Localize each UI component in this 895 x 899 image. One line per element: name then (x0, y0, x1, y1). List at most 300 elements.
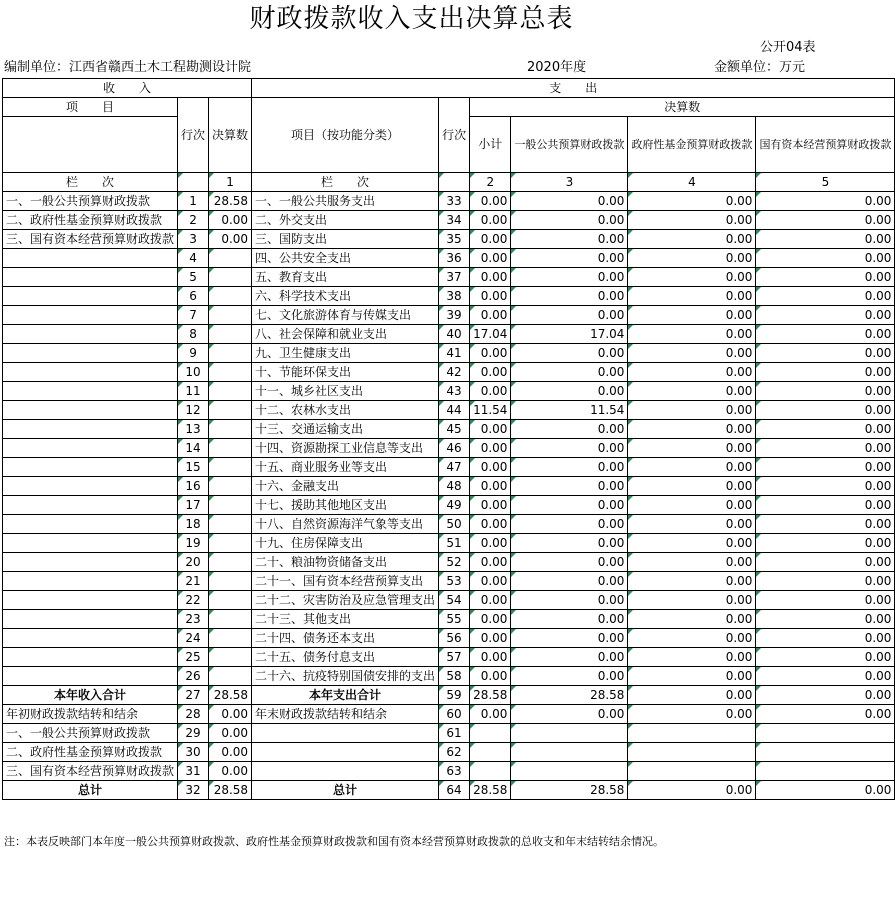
income-item (3, 629, 178, 648)
expense-gov-fund: 0.00 (628, 287, 756, 306)
expense-state-capital: 0.00 (756, 515, 895, 534)
income-row-no: 23 (178, 610, 209, 629)
expense-gov-fund: 0.00 (628, 211, 756, 230)
col-label-right: 栏 次 (252, 173, 439, 192)
expense-state-capital: 0.00 (756, 211, 895, 230)
income-item (3, 610, 178, 629)
expense-general: 0.00 (511, 648, 628, 667)
income-amount (209, 420, 252, 439)
expense-row-no: 50 (439, 515, 470, 534)
income-amount (209, 325, 252, 344)
expense-general: 0.00 (511, 534, 628, 553)
expense-gov-fund: 0.00 (628, 230, 756, 249)
balance-state-capital-rn: 63 (439, 762, 470, 781)
table-row (3, 420, 895, 439)
begin-balance-no: 28 (178, 705, 209, 724)
blank-cell (252, 762, 439, 781)
expense-item: 十八、自然资源海洋气象等支出 (252, 515, 439, 534)
grand-total-amt-left: 28.58 (209, 781, 252, 800)
income-item (3, 401, 178, 420)
table-row (3, 553, 895, 572)
blank-cell (756, 724, 895, 743)
expense-general: 0.00 (511, 420, 628, 439)
income-item (3, 382, 178, 401)
expense-state-capital: 0.00 (756, 344, 895, 363)
table-row (3, 306, 895, 325)
expense-general: 17.04 (511, 325, 628, 344)
expense-row-no: 48 (439, 477, 470, 496)
grand-total-v0: 28.58 (470, 781, 511, 800)
grand-total-v2: 0.00 (628, 781, 756, 800)
income-amount (209, 249, 252, 268)
income-amount (209, 515, 252, 534)
table-row (3, 629, 895, 648)
income-amount (209, 534, 252, 553)
income-item (3, 325, 178, 344)
expense-item: 七、文化旅游体育与传媒支出 (252, 306, 439, 325)
fiscal-year: 2020年度 (527, 60, 587, 75)
blank-cell (470, 762, 511, 781)
expense-row-no: 57 (439, 648, 470, 667)
expense-subtotal: 0.00 (470, 591, 511, 610)
balance-general-rn: 61 (439, 724, 470, 743)
expense-subtotal: 0.00 (470, 610, 511, 629)
expense-subtotal: 0.00 (470, 230, 511, 249)
expense-gov-fund: 0.00 (628, 553, 756, 572)
expense-subtotal: 0.00 (470, 287, 511, 306)
expense-row-no: 49 (439, 496, 470, 515)
table-row (3, 230, 895, 249)
balance-state-capital-amt: 0.00 (209, 762, 252, 781)
table-row (3, 572, 895, 591)
expense-state-capital: 0.00 (756, 192, 895, 211)
income-item (3, 496, 178, 515)
balance-gov-fund-label: 二、政府性基金预算财政拨款 (3, 743, 178, 762)
item-header: 项 目 (3, 98, 178, 117)
grand-total-v1: 28.58 (511, 781, 628, 800)
income-total-no: 27 (178, 686, 209, 705)
expense-header: 支 出 (252, 79, 895, 98)
col-label-blank (178, 173, 209, 192)
expense-total-label: 本年支出合计 (252, 686, 439, 705)
income-row-no: 13 (178, 420, 209, 439)
income-row-no: 10 (178, 363, 209, 382)
item-header-blank (3, 117, 178, 173)
expense-item: 二十六、抗疫特别国债安排的支出 (252, 667, 439, 686)
col-5: 5 (756, 173, 895, 192)
grand-total-no-left: 32 (178, 781, 209, 800)
income-item (3, 477, 178, 496)
expense-state-capital: 0.00 (756, 477, 895, 496)
expense-state-capital: 0.00 (756, 382, 895, 401)
expense-subtotal: 0.00 (470, 268, 511, 287)
expense-general: 0.00 (511, 287, 628, 306)
income-header: 收 入 (3, 79, 252, 98)
expense-row-no: 43 (439, 382, 470, 401)
expense-state-capital: 0.00 (756, 458, 895, 477)
income-item (3, 591, 178, 610)
income-row-no: 9 (178, 344, 209, 363)
subtotal-header: 小计 (470, 117, 511, 173)
income-item: 一、一般公共预算财政拨款 (3, 192, 178, 211)
expense-state-capital: 0.00 (756, 325, 895, 344)
income-amount (209, 268, 252, 287)
expense-state-capital: 0.00 (756, 439, 895, 458)
table-row (3, 648, 895, 667)
income-amount (209, 287, 252, 306)
balance-gov-fund-amt: 0.00 (209, 743, 252, 762)
begin-balance-amt: 0.00 (209, 705, 252, 724)
expense-subtotal: 0.00 (470, 192, 511, 211)
expense-general: 0.00 (511, 496, 628, 515)
end-balance-v0: 0.00 (470, 705, 511, 724)
income-total-label: 本年收入合计 (3, 686, 178, 705)
income-row-no: 3 (178, 230, 209, 249)
expense-general: 11.54 (511, 401, 628, 420)
expense-row-no: 44 (439, 401, 470, 420)
expense-row-no: 52 (439, 553, 470, 572)
income-amount (209, 572, 252, 591)
form-code: 公开04表 (760, 40, 816, 55)
table-row (3, 363, 895, 382)
end-balance-v1: 0.00 (511, 705, 628, 724)
expense-gov-fund: 0.00 (628, 515, 756, 534)
expense-item: 六、科学技术支出 (252, 287, 439, 306)
income-total-amt: 28.58 (209, 686, 252, 705)
expense-gov-fund: 0.00 (628, 534, 756, 553)
expense-subtotal: 0.00 (470, 344, 511, 363)
income-row-no: 7 (178, 306, 209, 325)
expense-general: 0.00 (511, 610, 628, 629)
income-item (3, 363, 178, 382)
income-row-no: 1 (178, 192, 209, 211)
income-row-no: 17 (178, 496, 209, 515)
table-row (3, 477, 895, 496)
expense-row-no: 35 (439, 230, 470, 249)
expense-total-v1: 28.58 (511, 686, 628, 705)
expense-subtotal: 0.00 (470, 420, 511, 439)
table-row (3, 325, 895, 344)
balance-general-label: 一、一般公共预算财政拨款 (3, 724, 178, 743)
expense-general: 0.00 (511, 268, 628, 287)
grand-total-no-right: 64 (439, 781, 470, 800)
expense-item: 十九、住房保障支出 (252, 534, 439, 553)
expense-gov-fund: 0.00 (628, 591, 756, 610)
blank-cell (511, 724, 628, 743)
income-amount (209, 667, 252, 686)
col-4: 4 (628, 173, 756, 192)
expense-subtotal: 17.04 (470, 325, 511, 344)
income-row-no: 6 (178, 287, 209, 306)
expense-general: 0.00 (511, 553, 628, 572)
income-item (3, 287, 178, 306)
expense-gov-fund: 0.00 (628, 344, 756, 363)
table-row (3, 610, 895, 629)
end-balance-v2: 0.00 (628, 705, 756, 724)
expense-gov-fund: 0.00 (628, 382, 756, 401)
expense-item: 二十五、债务付息支出 (252, 648, 439, 667)
table-row (3, 534, 895, 553)
expense-subtotal: 0.00 (470, 667, 511, 686)
table-row (3, 211, 895, 230)
table-row (3, 268, 895, 287)
income-row-no: 19 (178, 534, 209, 553)
income-item (3, 458, 178, 477)
expense-subtotal: 0.00 (470, 515, 511, 534)
expense-general: 0.00 (511, 344, 628, 363)
income-amount (209, 610, 252, 629)
footnote: 注：本表反映部门本年度一般公共预算财政拨款、政府性基金预算财政拨款和国有资本经营预算财政拨款的总收支和年末结转结余情况。 (4, 835, 664, 848)
expense-subtotal: 0.00 (470, 629, 511, 648)
expense-item: 二十四、债务还本支出 (252, 629, 439, 648)
expense-gov-fund: 0.00 (628, 572, 756, 591)
expense-gov-fund: 0.00 (628, 496, 756, 515)
expense-gov-fund: 0.00 (628, 629, 756, 648)
end-balance-label: 年末财政拨款结转和结余 (252, 705, 439, 724)
amount-unit: 金额单位：万元 (714, 60, 806, 75)
expense-general: 0.00 (511, 382, 628, 401)
expense-gov-fund: 0.00 (628, 192, 756, 211)
expense-state-capital: 0.00 (756, 306, 895, 325)
gov-fund-header: 政府性基金预算财政拨款 (628, 117, 756, 173)
expense-general: 0.00 (511, 667, 628, 686)
income-item (3, 534, 178, 553)
col-3: 3 (511, 173, 628, 192)
expense-item: 二十三、其他支出 (252, 610, 439, 629)
income-amount (209, 629, 252, 648)
income-row-no: 21 (178, 572, 209, 591)
expense-total-v0: 28.58 (470, 686, 511, 705)
table-row (3, 382, 895, 401)
blank-cell (756, 762, 895, 781)
balance-gov-fund-rn: 62 (439, 743, 470, 762)
expense-state-capital: 0.00 (756, 230, 895, 249)
income-amount (209, 553, 252, 572)
income-row-no: 16 (178, 477, 209, 496)
expense-item: 四、公共安全支出 (252, 249, 439, 268)
expense-total-v3: 0.00 (756, 686, 895, 705)
income-amount: 0.00 (209, 211, 252, 230)
blank-cell (252, 743, 439, 762)
expense-item: 十四、资源勘探工业信息等支出 (252, 439, 439, 458)
expense-general: 0.00 (511, 211, 628, 230)
expense-gov-fund: 0.00 (628, 420, 756, 439)
expense-gov-fund: 0.00 (628, 306, 756, 325)
income-amount (209, 306, 252, 325)
expense-row-no: 34 (439, 211, 470, 230)
col-label-left: 栏 次 (3, 173, 178, 192)
table-row (3, 667, 895, 686)
begin-balance-label: 年初财政拨款结转和结余 (3, 705, 178, 724)
expense-subtotal: 11.54 (470, 401, 511, 420)
expense-row-no: 54 (439, 591, 470, 610)
expense-subtotal: 0.00 (470, 249, 511, 268)
income-amount (209, 458, 252, 477)
expense-gov-fund: 0.00 (628, 363, 756, 382)
income-row-no: 26 (178, 667, 209, 686)
expense-item: 十五、商业服务业等支出 (252, 458, 439, 477)
row-no-header: 行次 (178, 98, 209, 173)
final-amount-header: 决算数 (470, 98, 895, 117)
expense-subtotal: 0.00 (470, 306, 511, 325)
col-2: 2 (470, 173, 511, 192)
expense-row-no: 37 (439, 268, 470, 287)
income-item (3, 268, 178, 287)
expense-gov-fund: 0.00 (628, 667, 756, 686)
income-amount (209, 382, 252, 401)
income-amount (209, 477, 252, 496)
amount-header: 决算数 (209, 98, 252, 173)
expense-row-no: 41 (439, 344, 470, 363)
income-amount (209, 344, 252, 363)
expense-item: 十六、金融支出 (252, 477, 439, 496)
income-item (3, 667, 178, 686)
expense-subtotal: 0.00 (470, 534, 511, 553)
expense-item: 八、社会保障和就业支出 (252, 325, 439, 344)
table-row (3, 192, 895, 211)
income-item (3, 572, 178, 591)
income-item (3, 249, 178, 268)
table-row (3, 344, 895, 363)
income-amount: 0.00 (209, 230, 252, 249)
expense-item: 二、外交支出 (252, 211, 439, 230)
expense-general: 0.00 (511, 439, 628, 458)
expense-subtotal: 0.00 (470, 211, 511, 230)
income-row-no: 14 (178, 439, 209, 458)
expense-state-capital: 0.00 (756, 591, 895, 610)
end-balance-no: 60 (439, 705, 470, 724)
income-item: 二、政府性基金预算财政拨款 (3, 211, 178, 230)
expense-item: 三、国防支出 (252, 230, 439, 249)
expense-row-no: 42 (439, 363, 470, 382)
expense-gov-fund: 0.00 (628, 268, 756, 287)
income-item: 三、国有资本经营预算财政拨款 (3, 230, 178, 249)
blank-cell (470, 724, 511, 743)
income-item (3, 648, 178, 667)
expense-subtotal: 0.00 (470, 553, 511, 572)
expense-gov-fund: 0.00 (628, 439, 756, 458)
income-row-no: 24 (178, 629, 209, 648)
blank-cell (628, 743, 756, 762)
income-row-no: 4 (178, 249, 209, 268)
expense-row-no: 39 (439, 306, 470, 325)
table-row (3, 287, 895, 306)
expense-total-no: 59 (439, 686, 470, 705)
expense-gov-fund: 0.00 (628, 477, 756, 496)
grand-total-v3: 0.00 (756, 781, 895, 800)
expense-subtotal: 0.00 (470, 363, 511, 382)
expense-item: 二十一、国有资本经营预算支出 (252, 572, 439, 591)
expense-row-no: 53 (439, 572, 470, 591)
expense-row-no: 55 (439, 610, 470, 629)
expense-item: 二十、粮油物资储备支出 (252, 553, 439, 572)
expense-general: 0.00 (511, 629, 628, 648)
expense-row-no: 33 (439, 192, 470, 211)
expense-row-no: 45 (439, 420, 470, 439)
table-row (3, 401, 895, 420)
expense-subtotal: 0.00 (470, 382, 511, 401)
expense-state-capital: 0.00 (756, 401, 895, 420)
expense-total-v2: 0.00 (628, 686, 756, 705)
expense-state-capital: 0.00 (756, 420, 895, 439)
table-row (3, 496, 895, 515)
expense-state-capital: 0.00 (756, 363, 895, 382)
expense-state-capital: 0.00 (756, 496, 895, 515)
expense-item: 十三、交通运输支出 (252, 420, 439, 439)
income-row-no: 2 (178, 211, 209, 230)
income-row-no: 15 (178, 458, 209, 477)
table-row (3, 591, 895, 610)
income-row-no: 12 (178, 401, 209, 420)
general-header: 一般公共预算财政拨款 (511, 117, 628, 173)
expense-gov-fund: 0.00 (628, 648, 756, 667)
balance-gov-fund-no: 30 (178, 743, 209, 762)
expense-row-no: 51 (439, 534, 470, 553)
budget-table (2, 78, 895, 800)
expense-row-no: 38 (439, 287, 470, 306)
income-amount (209, 591, 252, 610)
table-row (3, 458, 895, 477)
income-amount (209, 496, 252, 515)
col-1: 1 (209, 173, 252, 192)
income-amount (209, 363, 252, 382)
income-row-no: 25 (178, 648, 209, 667)
expense-item: 十二、农林水支出 (252, 401, 439, 420)
income-row-no: 8 (178, 325, 209, 344)
expense-subtotal: 0.00 (470, 496, 511, 515)
expense-item: 九、卫生健康支出 (252, 344, 439, 363)
table-row (3, 515, 895, 534)
income-amount (209, 439, 252, 458)
expense-general: 0.00 (511, 458, 628, 477)
expense-general: 0.00 (511, 572, 628, 591)
expense-general: 0.00 (511, 591, 628, 610)
page-title: 财政拨款收入支出决算总表 (249, 4, 574, 34)
balance-state-capital-no: 31 (178, 762, 209, 781)
expense-general: 0.00 (511, 306, 628, 325)
blank-cell (628, 724, 756, 743)
expense-subtotal: 0.00 (470, 477, 511, 496)
expense-state-capital: 0.00 (756, 629, 895, 648)
expense-general: 0.00 (511, 230, 628, 249)
blank-cell (470, 743, 511, 762)
row-no-header-right: 行次 (439, 98, 470, 173)
blank-cell (756, 743, 895, 762)
blank-cell (511, 762, 628, 781)
table-row (3, 249, 895, 268)
expense-item: 十一、城乡社区支出 (252, 382, 439, 401)
income-row-no: 20 (178, 553, 209, 572)
income-row-no: 18 (178, 515, 209, 534)
expense-gov-fund: 0.00 (628, 401, 756, 420)
income-amount (209, 648, 252, 667)
blank-cell (628, 762, 756, 781)
unit-label: 编制单位：江西省赣西土木工程勘测设计院 (4, 60, 252, 75)
expense-item: 十七、援助其他地区支出 (252, 496, 439, 515)
income-item (3, 553, 178, 572)
func-item-header: 项目（按功能分类） (252, 98, 439, 173)
table-row (3, 439, 895, 458)
income-row-no: 22 (178, 591, 209, 610)
expense-gov-fund: 0.00 (628, 610, 756, 629)
income-item (3, 439, 178, 458)
balance-general-amt: 0.00 (209, 724, 252, 743)
expense-subtotal: 0.00 (470, 572, 511, 591)
expense-subtotal: 0.00 (470, 439, 511, 458)
expense-item: 二十二、灾害防治及应急管理支出 (252, 591, 439, 610)
expense-state-capital: 0.00 (756, 268, 895, 287)
balance-general-no: 29 (178, 724, 209, 743)
